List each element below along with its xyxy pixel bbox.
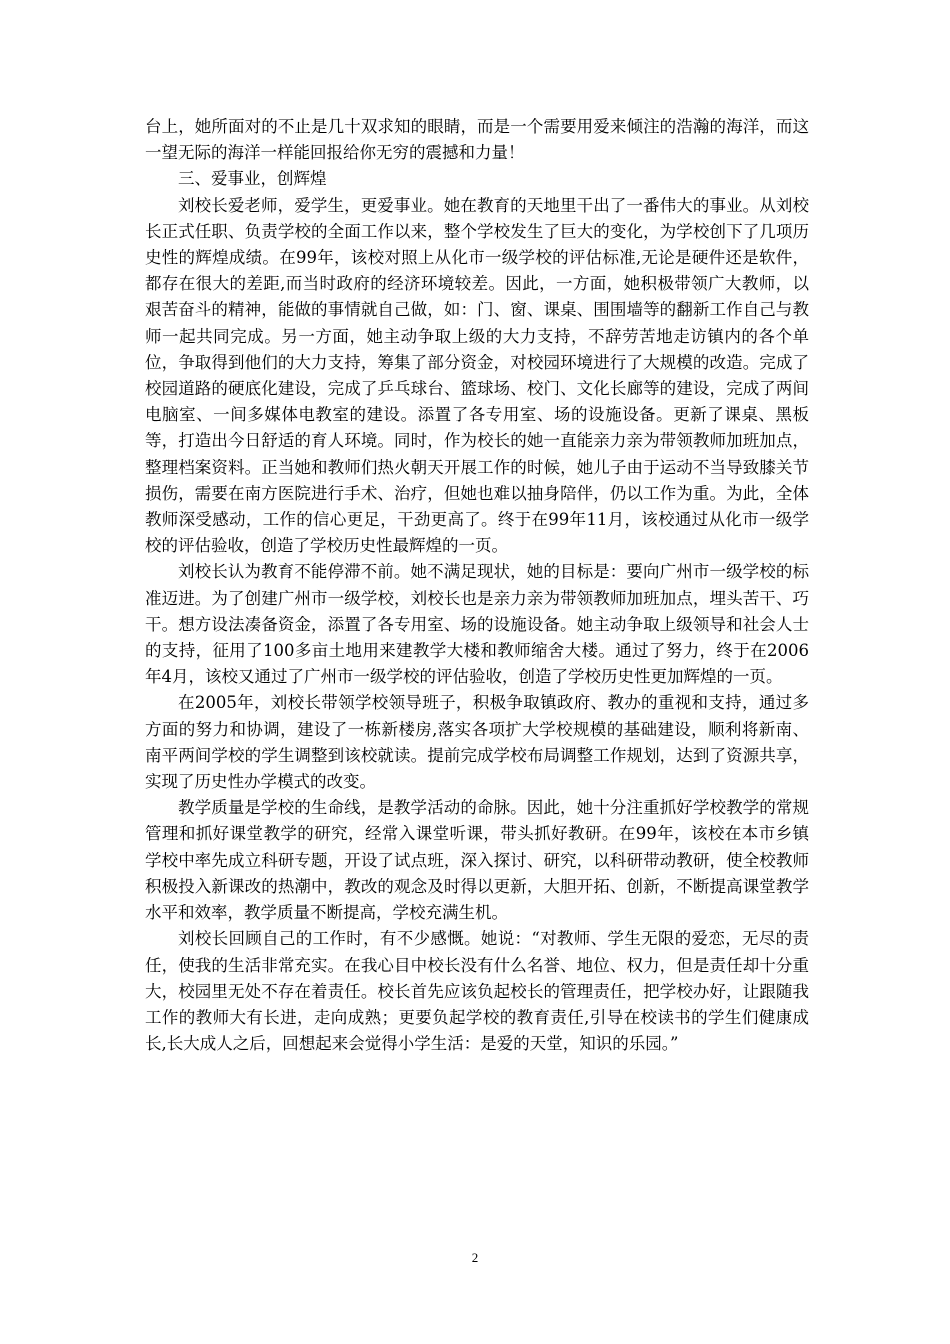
paragraph: 刘校长回顾自己的工作时，有不少感慨。她说：“对教师、学生无限的爱恋，无尽的责任，使我的生活非常充实。在我心目中校长没有什么名誉、地位、权力，但是责任却十分重大，校园里无处不存在着责任。校长首先应该负起校长的管理责任，把学校办好，让跟随我工作的教师大有长进，走向成熟；更要负起学校的教育责任,引导在校读书的学生们健康成长,长大成人之后，回想起来会觉得小学生活：是爱的天堂，知识的乐园。” [145, 929, 809, 1054]
paragraph: 在2005年，刘校长带领学校领导班子，积极争取镇政府、教办的重视和支持，通过多方面的努力和协调，建设了一栋新楼房,落实各项扩大学校规模的基础建设，顺利将新南、南平两间学校的学生调整到该校就读。提前完成学校布局调整工作规划，达到了资源共享，实现了历史性办学模式的改变。 [145, 693, 809, 792]
document-body [145, 114, 809, 1057]
paragraph: 刘校长认为教育不能停滞不前。她不满足现状，她的目标是：要向广州市一级学校的标准迈进。为了创建广州市一级学校，刘校长也是亲力亲为带领教师加班加点，埋头苦干、巧干。想方设法凑备资金，添置了各专用室、场的设施设备。她主动争取上级领导和社会人士的支持，征用了100多亩土地用来建教学大楼和教师缩舍大楼。通过了努力，终于在2006年4月，该校又通过了广州市一级学校的评估验收，创造了学校历史性更加辉煌的一页。 [145, 562, 809, 687]
paragraph-continuation: 台上，她所面对的不止是几十双求知的眼睛，而是一个需要用爱来倾注的浩瀚的海洋，而这一望无际的海洋一样能回报给你无穷的震撼和力量！ [145, 117, 809, 163]
paragraph: 刘校长爱老师，爱学生，更爱事业。她在教育的天地里干出了一番伟大的事业。从刘校长正式任职、负责学校的全面工作以来，整个学校发生了巨大的变化，为学校创下了几项历史性的辉煌成绩。在99年，该校对照上从化市一级学校的评估标准,无论是硬件还是软件，都存在很大的差距,而当时政府的经济环境较差。因此，一方面，她积极带领广大教师，以艰苦奋斗的精神，能做的事情就自己做，如：门、窗、课桌、围围墙等的翻新工作自己与教师一起共同完成。另一方面，她主动争取上级的大力支持，不辞劳苦地走访镇内的各个单位，争取得到他们的大力支持，筹集了部分资金，对校园环境进行了大规模的改造。完成了校园道路的硬底化建设，完成了乒乓球台、篮球场、校门、文化长廊等的建设，完成了两间电脑室、一间多媒体电教室的建设。添置了各专用室、场的设施设备。更新了课桌、黑板等，打造出今日舒适的育人环境。同时，作为校长的她一直能亲力亲为带领教师加班加点，整理档案资料。正当她和教师们热火朝天开展工作的时候，她儿子由于运动不当导致膝关节损伤，需要在南方医院进行手术、治疗，但她也难以抽身陪伴，仍以工作为重。为此，全体教师深受感动，工作的信心更足，干劲更高了。终于在99年11月，该校通过从化市一级学校的评估验收，创造了学校历史性最辉煌的一页。 [145, 195, 809, 556]
page-number: 2 [471, 1250, 479, 1265]
paragraph: 教学质量是学校的生命线，是教学活动的命脉。因此，她十分注重抓好学校教学的常规管理和抓好课堂教学的研究，经常入课堂听课，带头抓好教研。在99年，该校在本市乡镇学校中率先成立科研专题，开设了试点班，深入探讨、研究，以科研带动教研，使全校教师积极投入新课改的热潮中，教改的观念及时得以更新，大胆开拓、创新，不断提高课堂教学水平和效率，教学质量不断提高，学校充满生机。 [145, 798, 809, 923]
section-heading: 三、爱事业，创辉煌 [178, 169, 327, 189]
